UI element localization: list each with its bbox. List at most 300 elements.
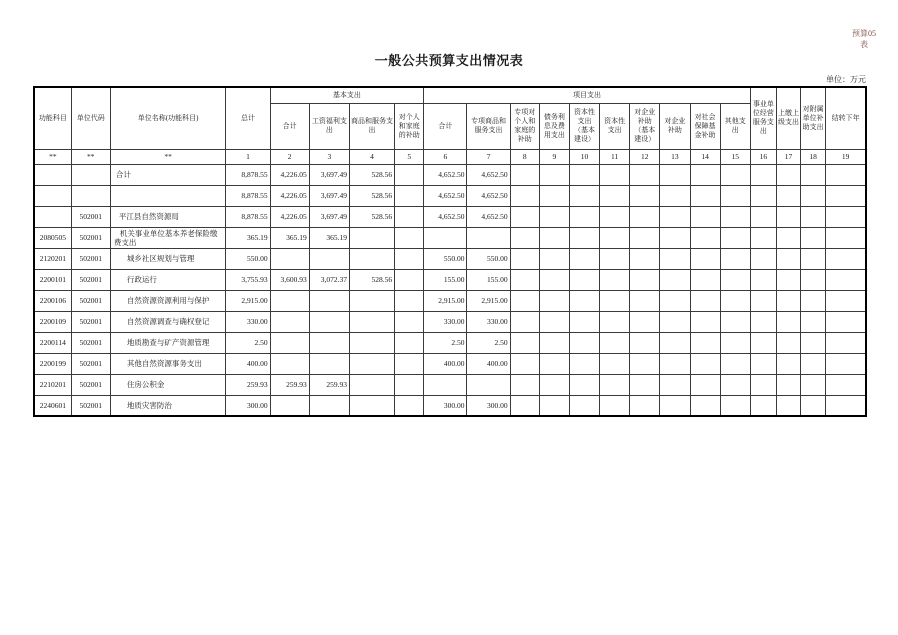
table-cell: [510, 206, 539, 227]
table-cell: [826, 290, 866, 311]
table-cell: 6: [424, 149, 467, 164]
col-header-upward-remittance: 上缴上级支出: [776, 87, 800, 149]
table-cell: [395, 248, 424, 269]
table-cell: [349, 248, 394, 269]
table-cell: [395, 206, 424, 227]
table-cell: 3,072.37: [309, 269, 349, 290]
table-cell: 4,652.50: [467, 185, 510, 206]
table-cell: 2,915.00: [467, 290, 510, 311]
table-cell: 550.00: [424, 248, 467, 269]
table-cell: 3,697.49: [309, 206, 349, 227]
table-cell: 16: [750, 149, 776, 164]
table-cell: [750, 332, 776, 353]
table-cell: [395, 269, 424, 290]
table-cell: [600, 374, 630, 395]
table-cell: [690, 185, 720, 206]
table-cell: 502001: [71, 206, 110, 227]
table-cell: 2200106: [34, 290, 71, 311]
table-cell: [776, 332, 800, 353]
table-cell: 2210201: [34, 374, 71, 395]
table-cell: [690, 353, 720, 374]
table-cell: [660, 311, 690, 332]
table-cell: [510, 311, 539, 332]
table-cell: [826, 353, 866, 374]
table-cell: 300.00: [226, 395, 270, 416]
table-cell: 4,226.05: [270, 185, 309, 206]
table-cell: [309, 311, 349, 332]
sheet-number-line1: 预算05: [852, 29, 876, 38]
table-cell: [660, 227, 690, 248]
table-cell: [510, 353, 539, 374]
table-cell: [660, 206, 690, 227]
table-cell: 2120201: [34, 248, 71, 269]
table-cell: [34, 164, 71, 185]
table-cell: [510, 395, 539, 416]
table-cell: 3,755.93: [226, 269, 270, 290]
table-row: [34, 374, 866, 395]
table-cell: [309, 395, 349, 416]
table-cell: 155.00: [467, 269, 510, 290]
table-cell: [510, 185, 539, 206]
col-header-special-goods-services: 专项商品和服务支出: [467, 103, 510, 149]
table-cell: 3: [309, 149, 349, 164]
table-cell: [600, 227, 630, 248]
table-cell: 13: [660, 149, 690, 164]
table-cell: [776, 227, 800, 248]
table-cell: [569, 332, 599, 353]
table-cell: [750, 290, 776, 311]
table-cell: 1: [226, 149, 270, 164]
table-cell: 2080505: [34, 227, 71, 248]
table-cell: [720, 164, 750, 185]
table-cell: 2200114: [34, 332, 71, 353]
table-cell: [539, 206, 569, 227]
table-cell: [539, 332, 569, 353]
table-cell: 400.00: [424, 353, 467, 374]
table-cell: [801, 248, 826, 269]
table-cell: [660, 332, 690, 353]
sheet-number-line2: 表: [860, 40, 868, 49]
table-row: [34, 248, 866, 269]
table-cell: [630, 332, 660, 353]
table-cell: 2200199: [34, 353, 71, 374]
table-cell: [720, 206, 750, 227]
table-cell: [750, 353, 776, 374]
table-cell: 8,878.55: [226, 164, 270, 185]
table-cell: [826, 374, 866, 395]
table-cell: [660, 269, 690, 290]
table-cell: [690, 227, 720, 248]
table-cell: 15: [720, 149, 750, 164]
table-cell: [801, 185, 826, 206]
table-cell: [660, 290, 690, 311]
table-cell: 住房公积金: [110, 374, 226, 395]
table-cell: [801, 311, 826, 332]
table-cell: [510, 290, 539, 311]
table-cell: [776, 290, 800, 311]
table-cell: [720, 185, 750, 206]
table-cell: **: [110, 149, 226, 164]
table-cell: 502001: [71, 332, 110, 353]
unit-note: 单位：万元: [826, 75, 866, 84]
table-cell: [395, 311, 424, 332]
table-cell: 300.00: [424, 395, 467, 416]
table-cell: 155.00: [424, 269, 467, 290]
table-cell: [395, 332, 424, 353]
table-cell: [826, 185, 866, 206]
table-cell: 330.00: [467, 311, 510, 332]
table-row: [34, 353, 866, 374]
table-cell: [510, 248, 539, 269]
table-cell: [600, 290, 630, 311]
table-cell: [690, 395, 720, 416]
table-cell: [270, 332, 309, 353]
table-cell: 18: [801, 149, 826, 164]
table-cell: 4,226.05: [270, 164, 309, 185]
col-group-project-expenditure: 项目支出: [424, 87, 751, 103]
col-header-project-total: 合计: [424, 103, 467, 149]
table-cell: [826, 269, 866, 290]
table-cell: [349, 353, 394, 374]
sheet-number-label: [852, 28, 876, 50]
table-cell: [569, 311, 599, 332]
table-cell: 330.00: [226, 311, 270, 332]
table-cell: 行政运行: [110, 269, 226, 290]
table-cell: [539, 353, 569, 374]
col-header-unit-name: 单位名称(功能科目): [110, 87, 226, 149]
budget-table: [33, 86, 867, 417]
table-cell: 9: [539, 149, 569, 164]
table-cell: [750, 185, 776, 206]
table-cell: [539, 395, 569, 416]
table-cell: 12: [630, 149, 660, 164]
table-cell: [690, 290, 720, 311]
table-cell: 2240601: [34, 395, 71, 416]
table-cell: [750, 206, 776, 227]
table-cell: [424, 374, 467, 395]
table-row: [34, 311, 866, 332]
col-header-wages-benefits: 工资福利支出: [309, 103, 349, 149]
table-cell: 2.50: [424, 332, 467, 353]
table-cell: [630, 374, 660, 395]
table-cell: [270, 395, 309, 416]
table-cell: 365.19: [270, 227, 309, 248]
table-row: [34, 332, 866, 353]
table-cell: [630, 206, 660, 227]
table-cell: [801, 227, 826, 248]
table-cell: [776, 311, 800, 332]
table-cell: [395, 227, 424, 248]
table-cell: 400.00: [467, 353, 510, 374]
table-cell: [270, 248, 309, 269]
table-cell: 14: [690, 149, 720, 164]
table-cell: [395, 290, 424, 311]
table-cell: 400.00: [226, 353, 270, 374]
table-cell: [309, 290, 349, 311]
table-cell: [71, 185, 110, 206]
col-header-basic-total: 合计: [270, 103, 309, 149]
table-cell: 合计: [110, 164, 226, 185]
table-cell: [776, 248, 800, 269]
table-cell: [801, 269, 826, 290]
table-cell: 2,915.00: [424, 290, 467, 311]
table-cell: [720, 248, 750, 269]
table-row: [34, 395, 866, 416]
table-cell: [750, 374, 776, 395]
table-cell: [424, 227, 467, 248]
table-cell: [309, 248, 349, 269]
table-cell: 502001: [71, 227, 110, 248]
table-cell: [826, 248, 866, 269]
col-header-function-code: 功能科目: [34, 87, 71, 149]
table-cell: 地质灾害防治: [110, 395, 226, 416]
column-index-row: [34, 149, 866, 164]
table-cell: [309, 332, 349, 353]
table-cell: **: [71, 149, 110, 164]
table-cell: [630, 164, 660, 185]
table-cell: [776, 164, 800, 185]
budget-table-body: [34, 149, 866, 416]
table-cell: 11: [600, 149, 630, 164]
table-cell: [776, 185, 800, 206]
table-cell: 3,600.93: [270, 269, 309, 290]
table-cell: 4: [349, 149, 394, 164]
table-cell: [349, 290, 394, 311]
table-cell: [34, 185, 71, 206]
table-row: [34, 269, 866, 290]
table-cell: 3,697.49: [309, 164, 349, 185]
table-cell: [750, 395, 776, 416]
table-cell: [776, 206, 800, 227]
table-cell: [539, 269, 569, 290]
table-cell: [467, 227, 510, 248]
table-cell: 7: [467, 149, 510, 164]
table-cell: 2200109: [34, 311, 71, 332]
table-cell: [395, 353, 424, 374]
table-cell: 502001: [71, 353, 110, 374]
table-cell: 4,652.50: [424, 185, 467, 206]
table-cell: [630, 269, 660, 290]
table-cell: [510, 374, 539, 395]
table-cell: [801, 353, 826, 374]
table-cell: [630, 395, 660, 416]
table-cell: 4,652.50: [424, 164, 467, 185]
table-cell: 其他自然资源事务支出: [110, 353, 226, 374]
col-header-carryover: 结转下年: [826, 87, 866, 149]
table-cell: [720, 374, 750, 395]
table-cell: 8,878.55: [226, 206, 270, 227]
col-header-special-personal-subsidy: 专项对个人和家庭的补助: [510, 103, 539, 149]
table-cell: 3,697.49: [309, 185, 349, 206]
table-cell: [750, 164, 776, 185]
col-header-subsidiary-subsidy: 对附属单位补助支出: [801, 87, 826, 149]
table-cell: [510, 332, 539, 353]
table-cell: [660, 248, 690, 269]
table-row: [34, 185, 866, 206]
table-cell: 2,915.00: [226, 290, 270, 311]
table-cell: [801, 290, 826, 311]
col-header-capital-construction: 资本性支出（基本建设）: [569, 103, 599, 149]
table-cell: [395, 164, 424, 185]
table-cell: 2.50: [467, 332, 510, 353]
table-cell: 机关事业单位基本养老保险缴费支出: [110, 227, 226, 248]
table-cell: 4,226.05: [270, 206, 309, 227]
table-cell: [71, 164, 110, 185]
table-cell: [776, 395, 800, 416]
table-cell: [826, 164, 866, 185]
table-cell: [630, 185, 660, 206]
table-cell: [569, 395, 599, 416]
table-cell: 自然资源资源利用与保护: [110, 290, 226, 311]
table-cell: [801, 374, 826, 395]
table-cell: [630, 353, 660, 374]
table-cell: [569, 353, 599, 374]
table-cell: [569, 206, 599, 227]
table-cell: [776, 374, 800, 395]
col-header-enterprise-subsidy-construction: 对企业补助（基本建设）: [630, 103, 660, 149]
table-cell: [630, 248, 660, 269]
table-cell: [270, 290, 309, 311]
table-cell: [349, 332, 394, 353]
table-cell: 自然资源调查与确权登记: [110, 311, 226, 332]
table-cell: 2200101: [34, 269, 71, 290]
table-cell: 550.00: [467, 248, 510, 269]
col-header-grand-total: 总计: [226, 87, 270, 149]
table-cell: 17: [776, 149, 800, 164]
table-cell: 300.00: [467, 395, 510, 416]
table-cell: [467, 374, 510, 395]
table-cell: [690, 248, 720, 269]
table-cell: [569, 374, 599, 395]
table-cell: [720, 227, 750, 248]
table-cell: [539, 248, 569, 269]
col-header-operating-service: 事业单位经营服务支出: [750, 87, 776, 149]
table-cell: [826, 311, 866, 332]
table-cell: [395, 395, 424, 416]
col-header-goods-services: 商品和服务支出: [349, 103, 394, 149]
table-cell: 528.56: [349, 206, 394, 227]
table-cell: [600, 353, 630, 374]
table-cell: 4,652.50: [467, 206, 510, 227]
table-cell: [395, 185, 424, 206]
col-header-other-expenditure: 其他支出: [720, 103, 750, 149]
table-cell: [270, 311, 309, 332]
table-cell: [349, 227, 394, 248]
table-cell: [569, 227, 599, 248]
table-cell: [600, 248, 630, 269]
table-cell: [349, 395, 394, 416]
table-cell: [539, 164, 569, 185]
table-cell: 城乡社区规划与管理: [110, 248, 226, 269]
table-cell: [349, 311, 394, 332]
table-cell: [539, 374, 569, 395]
table-cell: [801, 164, 826, 185]
table-cell: 502001: [71, 374, 110, 395]
table-cell: [539, 185, 569, 206]
table-cell: [569, 248, 599, 269]
table-row: [34, 164, 866, 185]
table-cell: 8,878.55: [226, 185, 270, 206]
table-cell: [630, 290, 660, 311]
table-cell: 地质勘查与矿产资源管理: [110, 332, 226, 353]
table-header: [34, 87, 866, 149]
table-cell: [720, 353, 750, 374]
table-cell: [720, 332, 750, 353]
table-cell: [569, 290, 599, 311]
table-cell: [660, 395, 690, 416]
table-cell: [720, 290, 750, 311]
table-cell: [750, 269, 776, 290]
table-cell: 5: [395, 149, 424, 164]
table-cell: [630, 311, 660, 332]
table-cell: 259.93: [309, 374, 349, 395]
table-cell: [630, 227, 660, 248]
table-cell: [539, 290, 569, 311]
table-cell: [750, 311, 776, 332]
table-cell: [600, 395, 630, 416]
table-cell: 528.56: [349, 269, 394, 290]
table-cell: **: [34, 149, 71, 164]
table-cell: 4,652.50: [467, 164, 510, 185]
table-cell: [690, 164, 720, 185]
table-cell: [309, 353, 349, 374]
table-cell: [569, 164, 599, 185]
header-group-row: [34, 87, 866, 103]
table-cell: [720, 269, 750, 290]
table-cell: [660, 185, 690, 206]
col-header-personal-family-subsidy: 对个人和家庭的补助: [395, 103, 424, 149]
table-cell: [720, 311, 750, 332]
col-header-enterprise-subsidy: 对企业补助: [660, 103, 690, 149]
table-cell: 502001: [71, 311, 110, 332]
table-cell: [750, 248, 776, 269]
table-cell: 10: [569, 149, 599, 164]
table-cell: 528.56: [349, 185, 394, 206]
table-cell: [600, 164, 630, 185]
table-cell: [660, 164, 690, 185]
table-cell: 2.50: [226, 332, 270, 353]
page-title: 一般公共预算支出情况表: [374, 53, 524, 68]
table-cell: [826, 227, 866, 248]
table-cell: [720, 395, 750, 416]
table-row: [34, 290, 866, 311]
table-cell: [690, 332, 720, 353]
col-header-debt-interest: 债务利息及费用支出: [539, 103, 569, 149]
table-cell: 528.56: [349, 164, 394, 185]
table-cell: 365.19: [226, 227, 270, 248]
table-cell: [600, 185, 630, 206]
table-cell: [600, 311, 630, 332]
table-cell: [539, 311, 569, 332]
table-cell: [569, 185, 599, 206]
table-cell: 4,652.50: [424, 206, 467, 227]
table-cell: 2: [270, 149, 309, 164]
table-cell: 502001: [71, 290, 110, 311]
table-cell: [826, 395, 866, 416]
table-cell: [660, 374, 690, 395]
table-cell: [270, 353, 309, 374]
table-cell: [569, 269, 599, 290]
table-cell: [690, 206, 720, 227]
col-header-capital: 资本性支出: [600, 103, 630, 149]
table-cell: [690, 311, 720, 332]
table-row: [34, 206, 866, 227]
table-cell: [776, 353, 800, 374]
table-cell: 259.93: [270, 374, 309, 395]
col-header-unit-code: 单位代码: [71, 87, 110, 149]
table-cell: [801, 395, 826, 416]
table-cell: 8: [510, 149, 539, 164]
